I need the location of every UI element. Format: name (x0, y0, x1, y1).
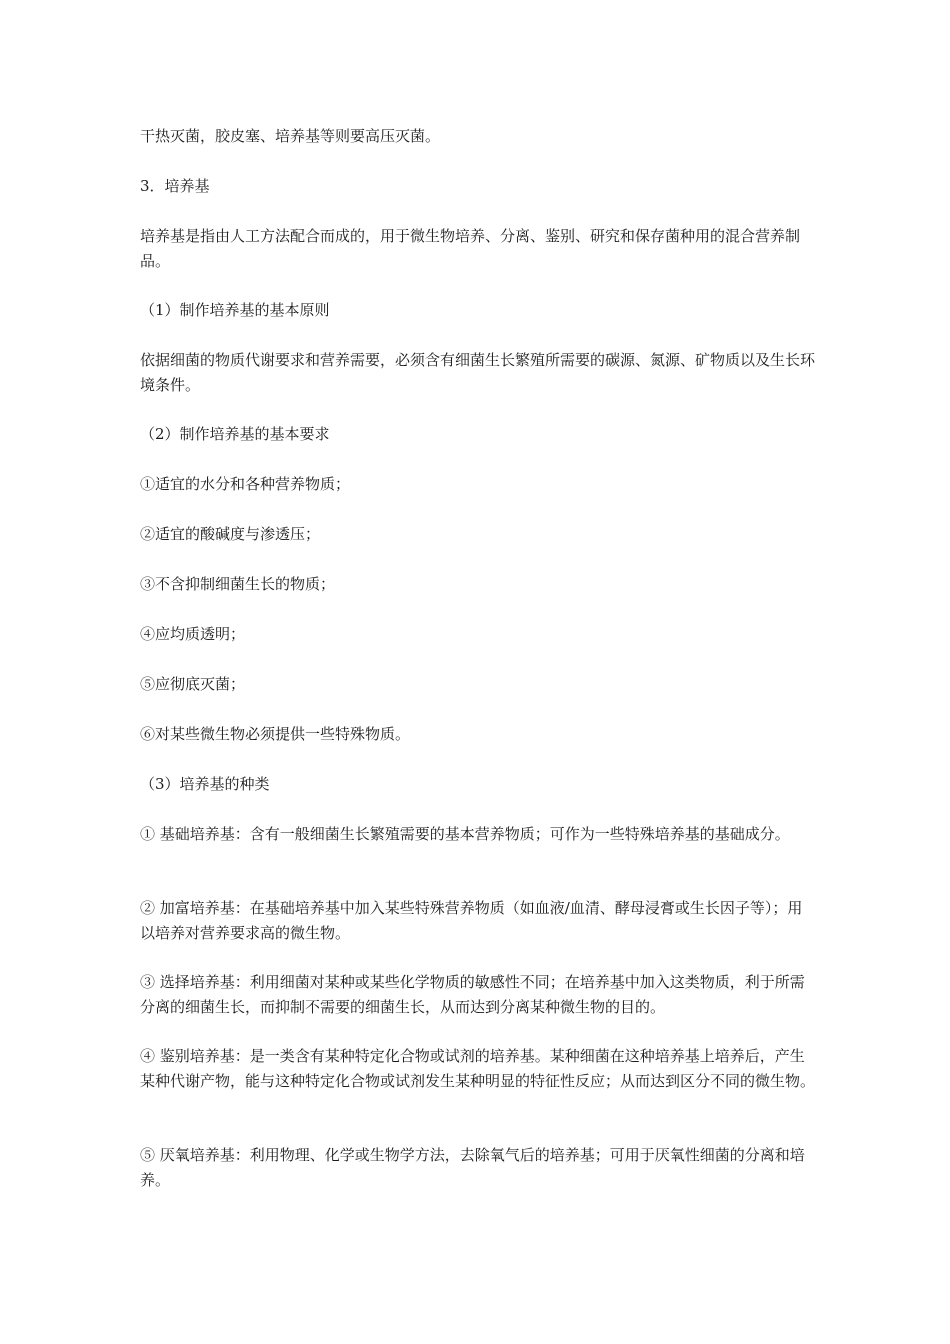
paragraph-medium-definition: 培养基是指由人工方法配合而成的，用于微生物培养、分离、鉴别、研究和保存菌种用的混合营养制品。 (140, 227, 801, 270)
paragraph-sterilization-note: 干热灭菌，胶皮塞、培养基等则要高压灭菌。 (140, 127, 441, 145)
type-item-basic: ① 基础培养基：含有一般细菌生长繁殖需要的基本营养物质；可作为一些特殊培养基的基础成分。 (140, 825, 790, 843)
requirement-item-6: ⑥对某些微生物必须提供一些特殊物质。 (140, 725, 411, 743)
requirement-item-2: ②适宜的酸碱度与渗透压； (140, 525, 321, 543)
subheading-types: （3）培养基的种类 (140, 775, 270, 793)
section-heading-medium: 3．培养基 (140, 177, 210, 195)
type-item-anaerobic: ⑤ 厌氧培养基：利用物理、化学或生物学方法，去除氧气后的培养基；可用于厌氧性细菌的分离和培养。 (140, 1146, 805, 1189)
subheading-requirements: （2）制作培养基的基本要求 (140, 425, 330, 443)
requirement-item-5: ⑤应彻底灭菌； (140, 675, 246, 693)
requirement-item-3: ③不含抑制细菌生长的物质； (140, 575, 336, 593)
type-item-selective: ③ 选择培养基：利用细菌对某种或某些化学物质的敏感性不同；在培养基中加入这类物质，利于所需分离的细菌生长，而抑制不需要的细菌生长，从而达到分离某种微生物的目的。 (140, 973, 805, 1016)
subheading-principles: （1）制作培养基的基本原则 (140, 301, 330, 319)
requirement-item-1: ①适宜的水分和各种营养物质； (140, 475, 351, 493)
requirement-item-4: ④应均质透明； (140, 625, 246, 643)
paragraph-principles: 依据细菌的物质代谢要求和营养需要，必须含有细菌生长繁殖所需要的碳源、氮源、矿物质以及生长环境条件。 (140, 351, 816, 394)
type-item-differential: ④ 鉴别培养基：是一类含有某种特定化合物或试剂的培养基。某种细菌在这种培养基上培养后，产生某种代谢产物，能与这种特定化合物或试剂发生某种明显的特征性反应；从而达到区分不同的微生物。 (140, 1047, 816, 1090)
type-item-enriched: ② 加富培养基：在基础培养基中加入某些特殊营养物质（如血液/血清、酵母浸膏或生长因子等）；用以培养对营养要求高的微生物。 (140, 899, 803, 942)
